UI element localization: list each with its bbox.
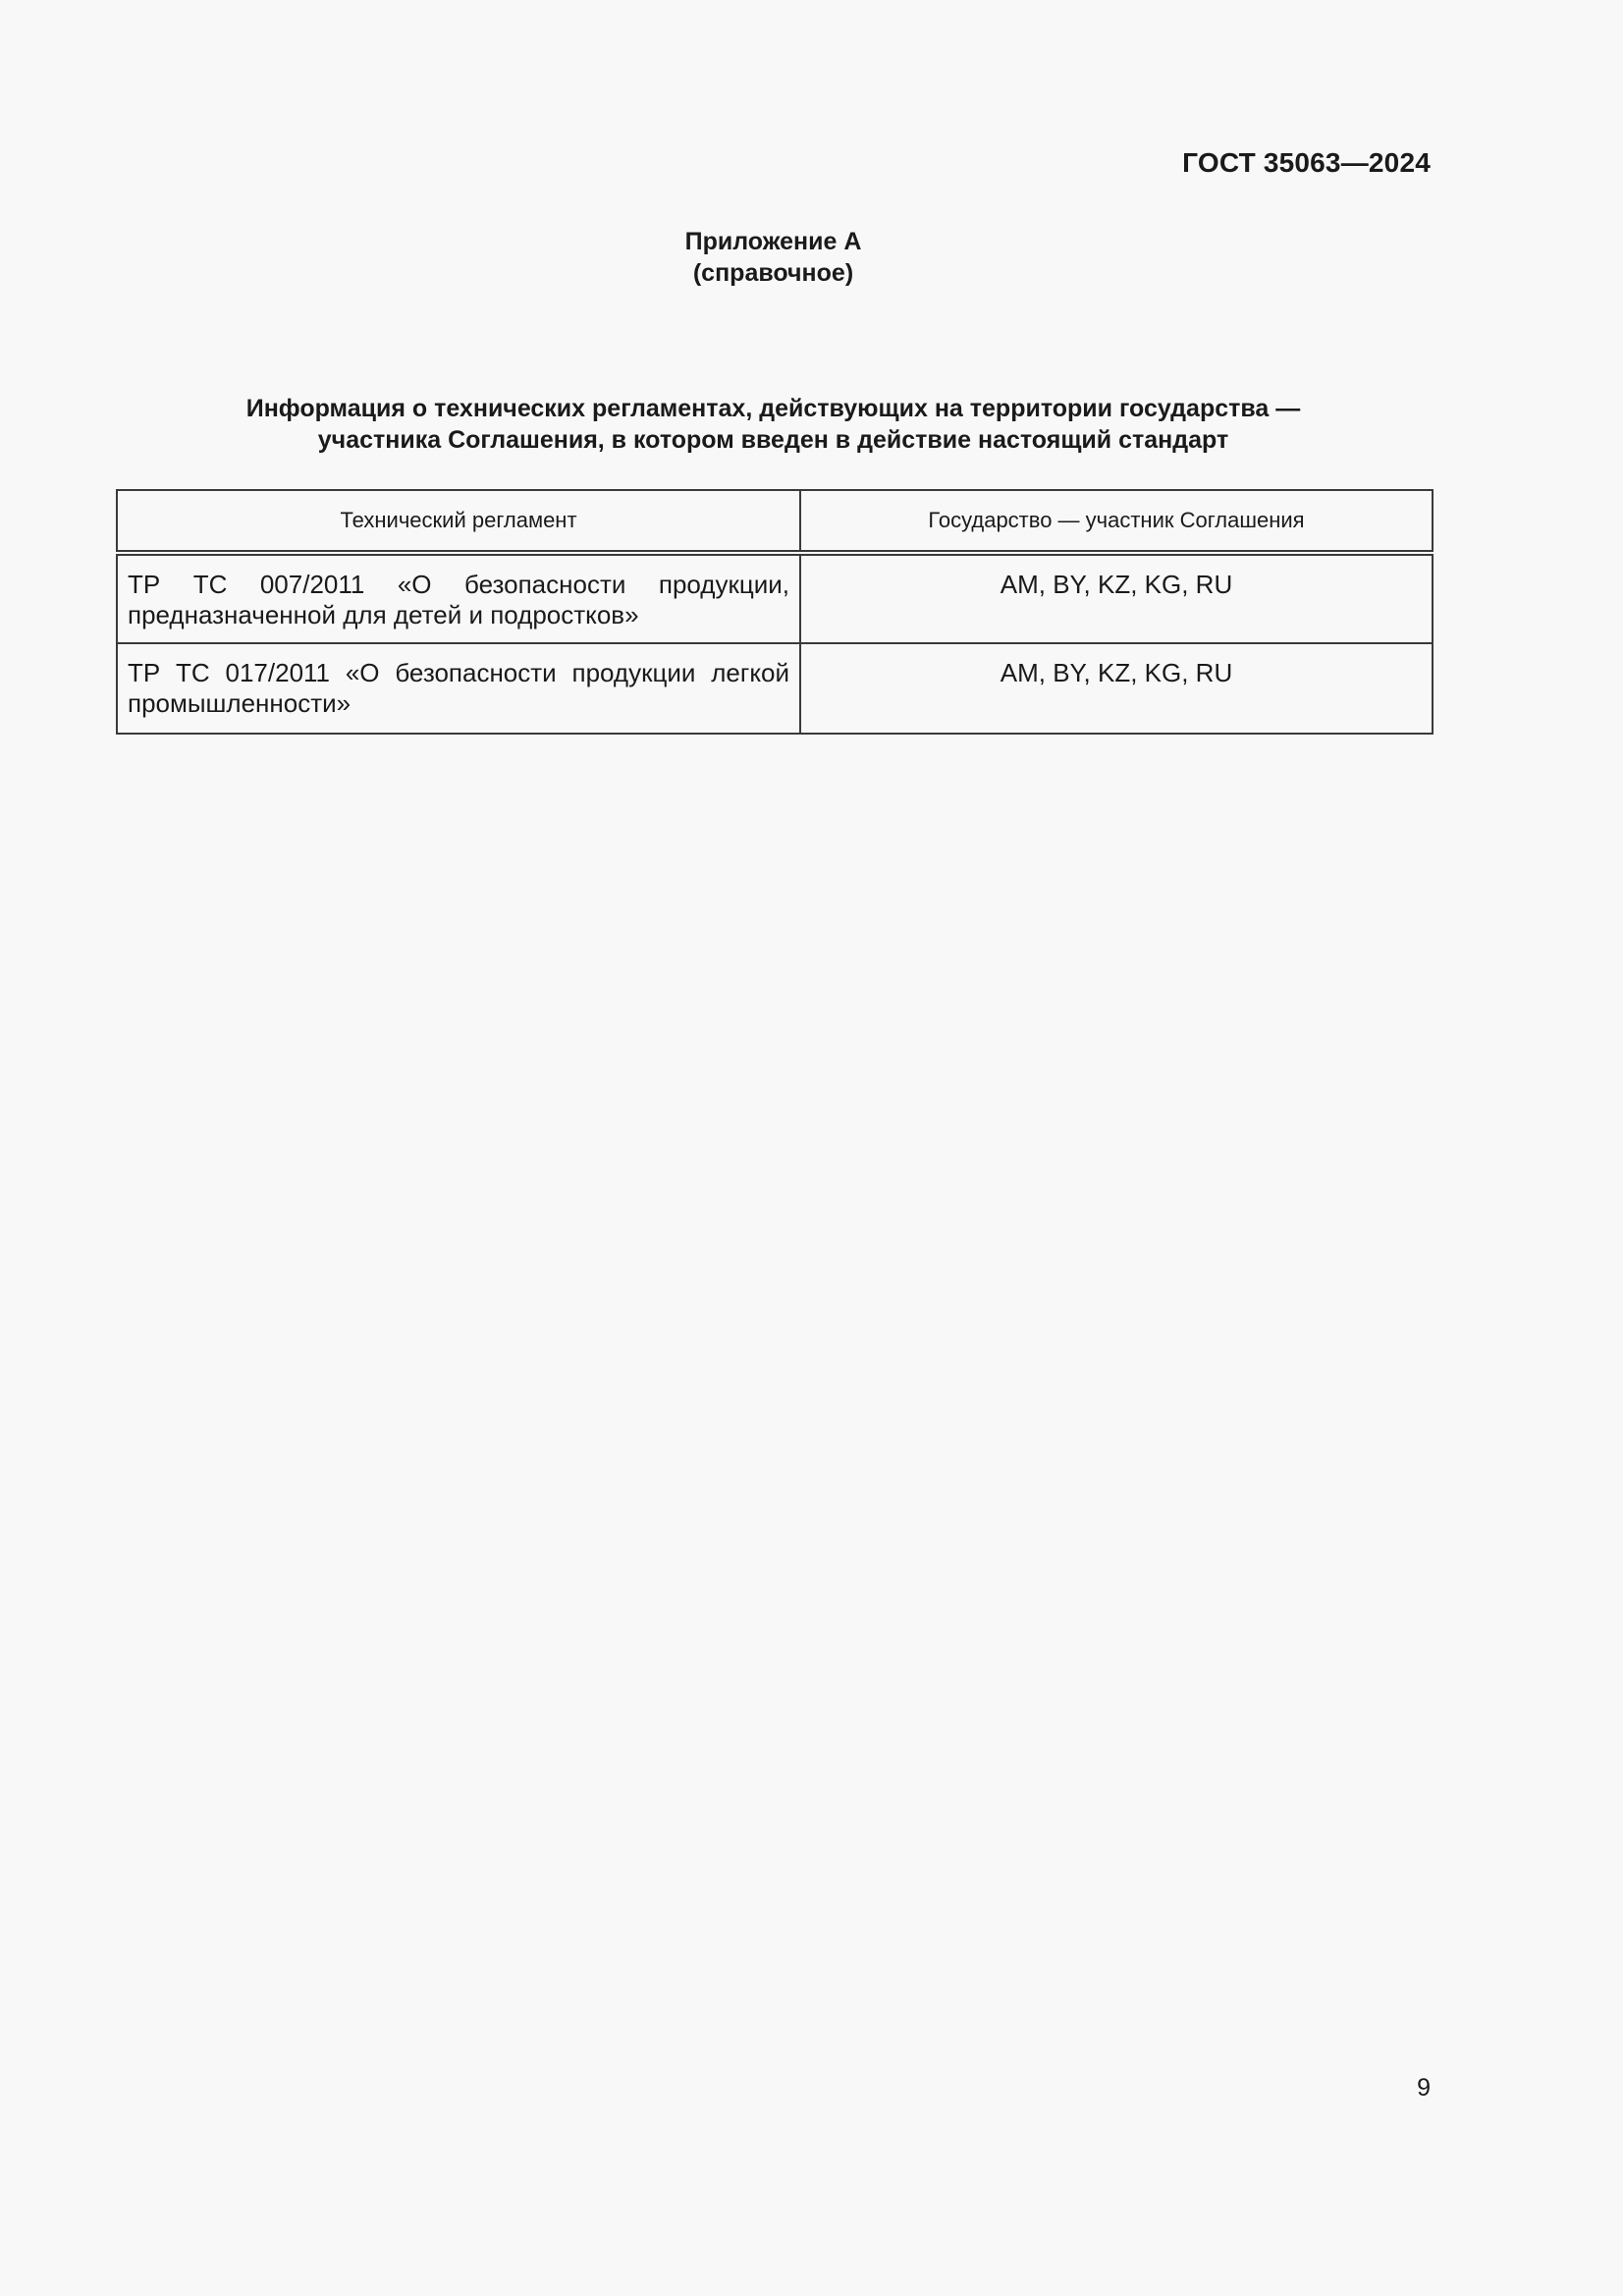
states-cell: AM, BY, KZ, KG, RU: [800, 553, 1433, 643]
column-header-states: Государство — участник Соглашения: [800, 490, 1433, 553]
states-cell: AM, BY, KZ, KG, RU: [800, 643, 1433, 734]
regulation-cell: ТР ТС 017/2011 «О безопасности продукции легкой промышленности»: [117, 643, 800, 734]
table-title: [0, 393, 1546, 456]
table-header-row: [117, 490, 1433, 553]
table-title-line-2: участника Соглашения, в котором введен в действие настоящий стандарт: [317, 426, 1229, 454]
table-row: [117, 553, 1433, 643]
document-code: ГОСТ 35063—2024: [1182, 147, 1431, 178]
appendix-heading: [0, 226, 1546, 289]
table-title-line-1: Информация о технических регламентах, действующих на территории государства —: [245, 395, 1301, 422]
regulations-table: [116, 489, 1434, 735]
column-header-regulation: Технический регламент: [117, 490, 800, 553]
appendix-subtitle: (справочное): [692, 259, 854, 287]
page-number: 9: [1417, 2074, 1431, 2102]
regulation-cell: ТР ТС 007/2011 «О безопасности продукции, предназначенной для детей и подростков»: [117, 553, 800, 643]
table-row: [117, 643, 1433, 734]
appendix-title: Приложение А: [684, 228, 862, 255]
